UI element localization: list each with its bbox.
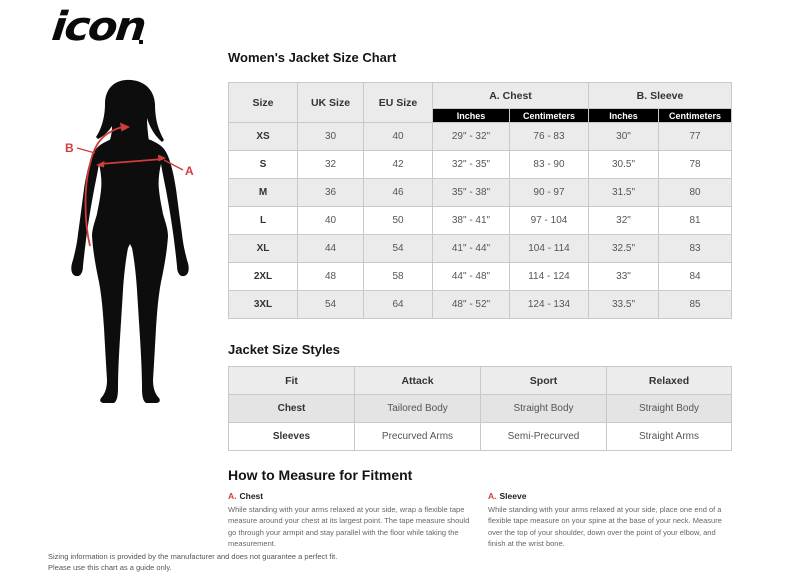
measure-instructions (228, 491, 731, 549)
cell-eu: 50 (364, 207, 433, 235)
col-header-sleeve-group: B. Sleeve (589, 83, 732, 109)
cell-uk: 44 (298, 235, 364, 263)
cell-chest-cm: 114 - 124 (510, 263, 589, 291)
cell-sleeve-cm: 85 (659, 291, 732, 319)
styles-row-sleeves (229, 423, 732, 451)
measure-chest-heading (228, 491, 476, 501)
cell-uk: 48 (298, 263, 364, 291)
sizing-disclaimer (48, 551, 388, 574)
jacket-styles-table (228, 366, 732, 451)
cell-size: 3XL (229, 291, 298, 319)
cell-uk: 32 (298, 151, 364, 179)
table-row-s (229, 151, 732, 179)
cell-chest-cm: 124 - 134 (510, 291, 589, 319)
cell-chest-cm: 97 - 104 (510, 207, 589, 235)
styles-cell-sport-chest: Straight Body (481, 395, 607, 423)
table-row-l (229, 207, 732, 235)
col-header-sleeve-inches: Inches (589, 109, 659, 123)
styles-cell-attack-sleeves: Precurved Arms (355, 423, 481, 451)
logo-wordmark: icon (49, 4, 147, 50)
cell-uk: 36 (298, 179, 364, 207)
cell-uk: 54 (298, 291, 364, 319)
cell-chest-in: 48" - 52" (433, 291, 510, 319)
cell-chest-cm: 76 - 83 (510, 123, 589, 151)
size-chart-table (228, 82, 732, 319)
cell-sleeve-in: 32.5" (589, 235, 659, 263)
measure-chest-text: While standing with your arms relaxed at your side, wrap a flexible tape measure around your chest at its largest point. The tape measure should go through your armpit and stay parallel with the floor while taking the measurement. (228, 505, 470, 548)
measure-sleeve-text: While standing with your arms relaxed at your side, place one end of a flexible tape measure on your spine at the base of your neck. Measure over the top of your shoulder, down over the point of your elbow, and finish at the wrist bone. (488, 505, 722, 548)
col-header-sleeve-centimeters: Centimeters (659, 109, 732, 123)
col-header-chest-inches: Inches (433, 109, 510, 123)
col-header-size: Size (229, 83, 298, 123)
cell-sleeve-cm: 81 (659, 207, 732, 235)
measure-sleeve-block (488, 491, 731, 549)
cell-chest-cm: 104 - 114 (510, 235, 589, 263)
cell-sleeve-in: 30.5" (589, 151, 659, 179)
cell-sleeve-in: 31.5" (589, 179, 659, 207)
cell-size: M (229, 179, 298, 207)
cell-size: S (229, 151, 298, 179)
disclaimer-line-1: Sizing information is provided by the manufacturer and does not guarantee a perfect fit. (48, 552, 338, 561)
styles-cell-label: Chest (229, 395, 355, 423)
measure-chest-letter: A. (228, 491, 237, 501)
cell-chest-in: 38" - 41" (433, 207, 510, 235)
measure-section-title: How to Measure for Fitment (228, 467, 413, 483)
cell-chest-in: 44" - 48" (433, 263, 510, 291)
styles-cell-attack-chest: Tailored Body (355, 395, 481, 423)
measure-chest-block (228, 491, 476, 549)
col-header-chest-centimeters: Centimeters (510, 109, 589, 123)
styles-header-attack: Attack (355, 367, 481, 395)
cell-chest-in: 35" - 38" (433, 179, 510, 207)
measure-chest-label: Chest (239, 491, 264, 501)
figure-label-a: A (185, 164, 194, 178)
styles-cell-sport-sleeves: Semi-Precurved (481, 423, 607, 451)
cell-sleeve-cm: 83 (659, 235, 732, 263)
col-header-chest-group: A. Chest (433, 83, 589, 109)
cell-eu: 42 (364, 151, 433, 179)
styles-cell-relaxed-sleeves: Straight Arms (607, 423, 732, 451)
cell-sleeve-in: 33" (589, 263, 659, 291)
cell-uk: 30 (298, 123, 364, 151)
styles-cell-relaxed-chest: Straight Body (607, 395, 732, 423)
styles-row-chest (229, 395, 732, 423)
table-row-m (229, 179, 732, 207)
cell-size: 2XL (229, 263, 298, 291)
styles-cell-label: Sleeves (229, 423, 355, 451)
cell-eu: 46 (364, 179, 433, 207)
cell-size: XS (229, 123, 298, 151)
female-silhouette-illustration (52, 76, 216, 421)
cell-sleeve-cm: 84 (659, 263, 732, 291)
col-header-uk-size: UK Size (298, 83, 364, 123)
cell-size: L (229, 207, 298, 235)
cell-chest-in: 29" - 32" (433, 123, 510, 151)
styles-header-sport: Sport (481, 367, 607, 395)
cell-sleeve-cm: 80 (659, 179, 732, 207)
cell-sleeve-in: 33.5" (589, 291, 659, 319)
cell-eu: 58 (364, 263, 433, 291)
table-row-xs (229, 123, 732, 151)
cell-sleeve-cm: 77 (659, 123, 732, 151)
cell-eu: 54 (364, 235, 433, 263)
cell-eu: 40 (364, 123, 433, 151)
styles-header-relaxed: Relaxed (607, 367, 732, 395)
figure-label-b: B (65, 141, 74, 155)
cell-sleeve-in: 32" (589, 207, 659, 235)
cell-chest-cm: 83 - 90 (510, 151, 589, 179)
cell-eu: 64 (364, 291, 433, 319)
cell-chest-in: 32" - 35" (433, 151, 510, 179)
icon-brand-logo (49, 4, 192, 50)
cell-sleeve-in: 30" (589, 123, 659, 151)
styles-section-title: Jacket Size Styles (228, 342, 341, 357)
table-row-xl (229, 235, 732, 263)
table-row-2xl (229, 263, 732, 291)
cell-size: XL (229, 235, 298, 263)
col-header-eu-size: EU Size (364, 83, 433, 123)
cell-uk: 40 (298, 207, 364, 235)
styles-header-fit: Fit (229, 367, 355, 395)
size-chart-title: Women's Jacket Size Chart (228, 50, 397, 65)
cell-chest-in: 41" - 44" (433, 235, 510, 263)
measurement-figure (52, 76, 216, 421)
measure-sleeve-heading (488, 491, 731, 501)
cell-sleeve-cm: 78 (659, 151, 732, 179)
measure-sleeve-label: Sleeve (499, 491, 527, 501)
label-b-pointer-line (77, 148, 95, 153)
disclaimer-line-2: Please use this chart as a guide only. (48, 563, 172, 573)
cell-chest-cm: 90 - 97 (510, 179, 589, 207)
table-row-3xl (229, 291, 732, 319)
measure-sleeve-letter: A. (488, 491, 497, 501)
